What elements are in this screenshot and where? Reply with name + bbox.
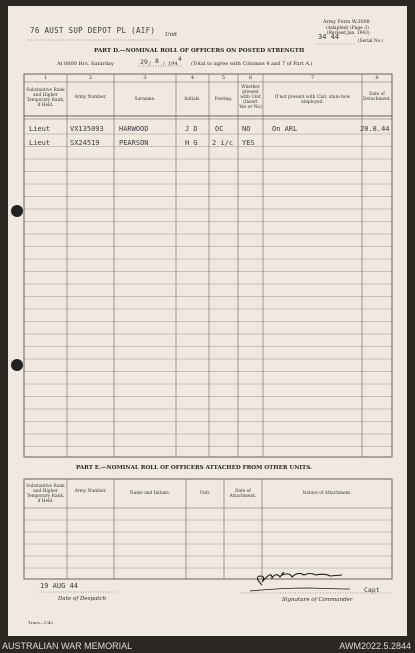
col-number-3: 3: [143, 75, 147, 81]
row-1-rank: Lieut: [29, 125, 51, 133]
col-header-posting: Posting.: [214, 97, 233, 102]
col-number-6: 6: [248, 75, 253, 81]
part-e-col-header-army-number: Army Number.: [74, 489, 107, 494]
part-e-col-header-unit: Unit.: [199, 491, 211, 496]
signature-rank: Capt: [364, 586, 380, 594]
institution-credit: AUSTRALIAN WAR MEMORIAL: [2, 641, 133, 651]
row-2-posting: 2 i/c: [212, 139, 234, 147]
row-1-army-number: VX135093: [70, 125, 104, 133]
col-number-5: 5: [221, 75, 226, 81]
form-reference-line-2: (Adapted) (Page 3): [326, 26, 369, 31]
col-number-8: 8: [375, 75, 379, 81]
col-header-rank: Substantive Rank and Higher Temporary Rank, if Held.: [26, 88, 65, 108]
row-1-detachment-date: 20.8.44: [360, 125, 390, 133]
printer-mark: Truco—1/43.: [28, 620, 55, 625]
row-1-posting: OC: [215, 125, 224, 133]
date-month: 8: [155, 57, 159, 65]
row-2-rank: Lieut: [29, 139, 51, 147]
date-slash-1: /: [149, 61, 151, 67]
unit-label: Unit: [165, 32, 178, 38]
col-header-employed: If not present with Unit, state how employed.: [274, 95, 351, 105]
form-reference-line-1: Army Form W.3008: [323, 20, 370, 25]
row-1-present: NO: [242, 125, 251, 133]
part-e-col-header-name: Name and Initials.: [129, 491, 171, 496]
part-e-col-header-rank: Substantive Rank and Higher Temporary Rank, if Held.: [26, 484, 65, 504]
date-year: 4: [178, 56, 182, 63]
date-day: 29: [140, 58, 148, 66]
serial-number: 34 44: [318, 33, 340, 41]
despatch-date-label: Date of Despatch: [58, 596, 107, 602]
row-2-present: YES: [242, 139, 255, 147]
col-number-1: 1: [43, 75, 48, 81]
col-header-present: Whether present with Unit (Insert Yes or No): [239, 85, 262, 110]
signature-label: Signature of Commander: [282, 597, 353, 603]
col-header-detachment-date: Date of Detachment.: [363, 92, 391, 102]
row-2-army-number: SX24519: [70, 139, 100, 147]
col-number-2: 2: [88, 75, 93, 81]
date-year-prefix: 194: [168, 61, 178, 67]
despatch-date: 19 AUG 44: [40, 582, 78, 590]
col-number-4: 4: [190, 75, 195, 81]
part-d-title: PART D.—NOMINAL ROLL OF OFFICERS ON POSTED STRENGTH: [94, 48, 305, 54]
date-prefix: At 0600 Hrs. Saturday: [57, 61, 114, 67]
part-e-col-header-attachment-date: Date of Attachment.: [229, 489, 257, 499]
row-1-surname: HARWOOD: [119, 125, 149, 133]
part-e-col-header-nature: Nature of Attachment.: [302, 491, 352, 496]
row-1-initials: J D: [185, 125, 198, 133]
unit-name: 76 AUST SUP DEPOT PL (AIF): [30, 26, 156, 35]
col-header-initials: Initials.: [184, 97, 201, 102]
col-number-7: 7: [310, 75, 315, 81]
row-2-surname: PEARSON: [119, 139, 149, 147]
serial-label: (Serial No.): [358, 39, 384, 44]
form-reference-line-3: (Revised Jan. 1943): [327, 31, 370, 36]
date-slash-2: /: [163, 61, 165, 67]
date-suffix: (Total to agree with Columns 4 and 7 of Part A.): [191, 61, 313, 67]
part-e-title: PART E.—NOMINAL ROLL OF OFFICERS ATTACHED FROM OTHER UNITS.: [76, 465, 313, 471]
row-1-employed: On ARL: [272, 125, 298, 133]
col-header-surname: Surname.: [134, 97, 156, 102]
row-2-initials: H G: [185, 139, 198, 147]
accession-number: AWM2022.5.2844: [339, 641, 411, 651]
col-header-army-number: Army Number.: [74, 95, 107, 100]
